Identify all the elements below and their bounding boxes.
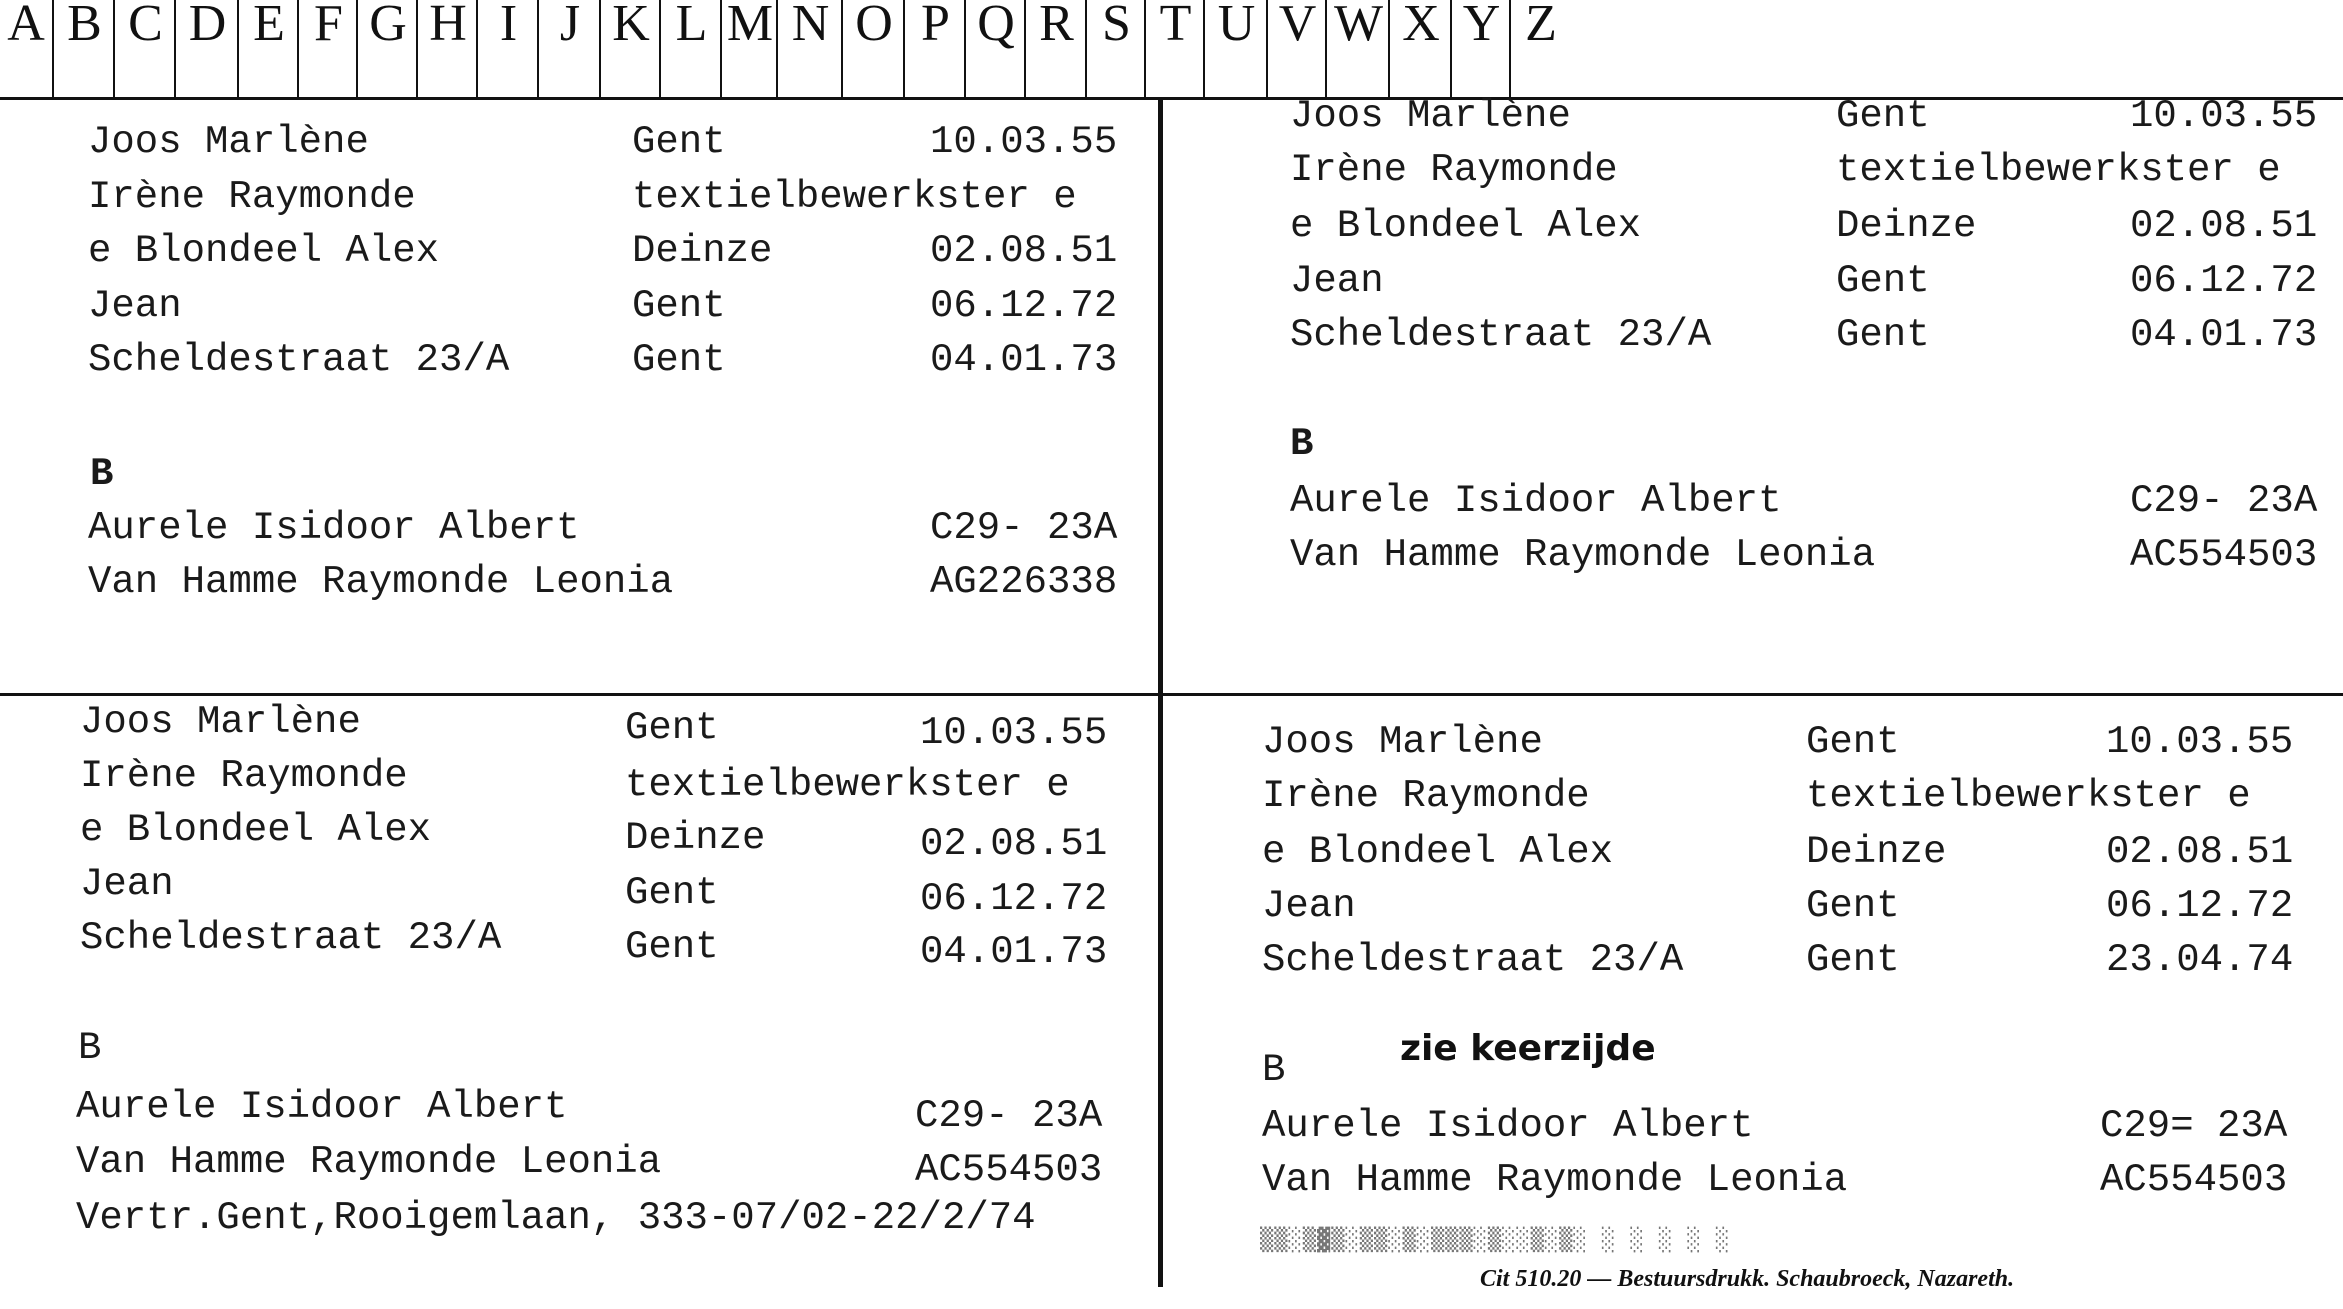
vertical-divider: [1158, 97, 1163, 1287]
person-place: Gent: [1836, 259, 1930, 303]
person-name: Joos Marlène: [1290, 94, 1571, 138]
index-letter: E: [237, 0, 299, 97]
faded-stamp-marks: ▒▒░▒▓▒░▒▒░▒░▒▒▒░▒░░▒░▒░ ░ ░ ░ ░ ░: [1260, 1228, 1731, 1253]
person-place: Deinze: [1836, 204, 1977, 248]
index-letter: P: [903, 0, 966, 97]
b-code: C29- 23A: [930, 506, 1118, 550]
index-strip: [0, 0, 2343, 100]
index-letter: Y: [1450, 0, 1511, 97]
person-name: Joos Marlène: [80, 700, 361, 744]
person-name: Jean: [1290, 259, 1384, 303]
person-name: e Blondeel Alex: [1262, 830, 1614, 874]
person-place: textielbewerkster e: [1806, 774, 2251, 818]
b-name: Van Hamme Raymonde Leonia: [76, 1140, 662, 1184]
person-name: Jean: [88, 284, 182, 328]
person-date: 10.03.55: [2106, 720, 2294, 764]
person-place: Gent: [1806, 884, 1900, 928]
person-date: 02.08.51: [920, 822, 1108, 866]
person-name: Irène Raymonde: [88, 175, 416, 219]
index-letter: H: [416, 0, 478, 97]
index-letter: I: [476, 0, 539, 97]
person-date: 06.12.72: [930, 284, 1118, 328]
person-place: Gent: [632, 120, 726, 164]
person-date: 02.08.51: [2130, 204, 2318, 248]
person-date: 06.12.72: [2106, 884, 2294, 928]
b-name: Van Hamme Raymonde Leonia: [1290, 533, 1876, 577]
b-code: AC554503: [2100, 1158, 2288, 1202]
person-name: Jean: [80, 862, 174, 906]
index-letter: Q: [964, 0, 1026, 97]
index-letter: A: [7, 0, 45, 52]
person-name: Irène Raymonde: [1262, 774, 1590, 818]
person-place: Gent: [1806, 938, 1900, 982]
person-name: Jean: [1262, 884, 1356, 928]
section-label: B: [78, 1026, 102, 1070]
section-label: B: [1262, 1048, 1286, 1092]
b-name: Aurele Isidoor Albert: [76, 1085, 568, 1129]
person-place: Deinze: [1806, 830, 1947, 874]
person-place: Deinze: [625, 816, 766, 860]
person-name: e Blondeel Alex: [80, 808, 432, 852]
b-code: AC554503: [915, 1148, 1103, 1192]
index-letter: K: [599, 0, 661, 97]
person-name: Irène Raymonde: [1290, 148, 1618, 192]
person-date: 02.08.51: [2106, 830, 2294, 874]
b-code: C29- 23A: [915, 1094, 1103, 1138]
index-letter: L: [659, 0, 722, 97]
person-name: Joos Marlène: [88, 120, 369, 164]
person-date: 10.03.55: [930, 120, 1118, 164]
person-date: 02.08.51: [930, 229, 1118, 273]
person-date: 23.04.74: [2106, 938, 2294, 982]
index-letter: J: [537, 0, 601, 97]
b-name: Van Hamme Raymonde Leonia: [1262, 1158, 1848, 1202]
person-place: Deinze: [632, 229, 773, 273]
person-name: Joos Marlène: [1262, 720, 1543, 764]
person-name: e Blondeel Alex: [88, 229, 440, 273]
printer-footer: Cit 510.20 — Bestuursdrukk. Schaubroeck, Nazareth.: [1480, 1266, 2015, 1292]
index-letter: B: [52, 0, 115, 97]
index-letter: X: [1388, 0, 1452, 97]
b-code: AC554503: [2130, 533, 2318, 577]
person-name: Irène Raymonde: [80, 754, 408, 798]
person-date: 04.01.73: [920, 930, 1108, 974]
person-date: 10.03.55: [920, 711, 1108, 755]
person-place: Gent: [1806, 720, 1900, 764]
person-date: 10.03.55: [2130, 94, 2318, 138]
person-date: 04.01.73: [2130, 313, 2318, 357]
index-letter: W: [1325, 0, 1390, 97]
index-letter: V: [1266, 0, 1327, 97]
index-letter: Z: [1509, 0, 1571, 97]
person-place: textielbewerkster e: [632, 175, 1077, 219]
index-letter: M: [720, 0, 778, 97]
person-place: textielbewerkster e: [1836, 148, 2281, 192]
index-letter: S: [1085, 0, 1146, 97]
section-label: B: [90, 452, 114, 496]
address: Scheldestraat 23/A: [1290, 313, 1712, 357]
person-date: 06.12.72: [2130, 259, 2318, 303]
b-code: C29- 23A: [2130, 479, 2318, 523]
index-letter: U: [1203, 0, 1268, 97]
index-letter: C: [113, 0, 176, 97]
index-letter: O: [841, 0, 905, 97]
person-date: 06.12.72: [920, 877, 1108, 921]
b-name: Aurele Isidoor Albert: [88, 506, 580, 550]
person-name: e Blondeel Alex: [1290, 204, 1642, 248]
b-name: Aurele Isidoor Albert: [1290, 479, 1782, 523]
person-place: Gent: [625, 871, 719, 915]
person-place: Gent: [632, 284, 726, 328]
person-place: Gent: [1836, 313, 1930, 357]
index-letter: F: [297, 0, 358, 97]
horizontal-divider: [0, 693, 2343, 696]
b-code: C29= 23A: [2100, 1104, 2288, 1148]
annotation-line: Vertr.Gent,Rooigemlaan, 333-07/02-22/2/74: [76, 1196, 1036, 1240]
index-letter: D: [174, 0, 239, 97]
address: Scheldestraat 23/A: [80, 916, 502, 960]
b-name: Van Hamme Raymonde Leonia: [88, 560, 674, 604]
index-letter: N: [776, 0, 843, 97]
index-letter: R: [1024, 0, 1087, 97]
person-place: Gent: [625, 925, 719, 969]
b-code: AG226338: [930, 560, 1118, 604]
person-date: 04.01.73: [930, 338, 1118, 382]
person-place: Gent: [632, 338, 726, 382]
b-name: Aurele Isidoor Albert: [1262, 1104, 1754, 1148]
section-label: B: [1290, 422, 1314, 466]
address: Scheldestraat 23/A: [1262, 938, 1684, 982]
address: Scheldestraat 23/A: [88, 338, 510, 382]
person-place: Gent: [1836, 94, 1930, 138]
person-place: Gent: [625, 706, 719, 750]
reverse-side-note: zie keerzijde: [1400, 1028, 1656, 1069]
person-place: textielbewerkster e: [625, 763, 1070, 807]
index-letter: G: [356, 0, 418, 97]
index-letter: T: [1144, 0, 1205, 97]
